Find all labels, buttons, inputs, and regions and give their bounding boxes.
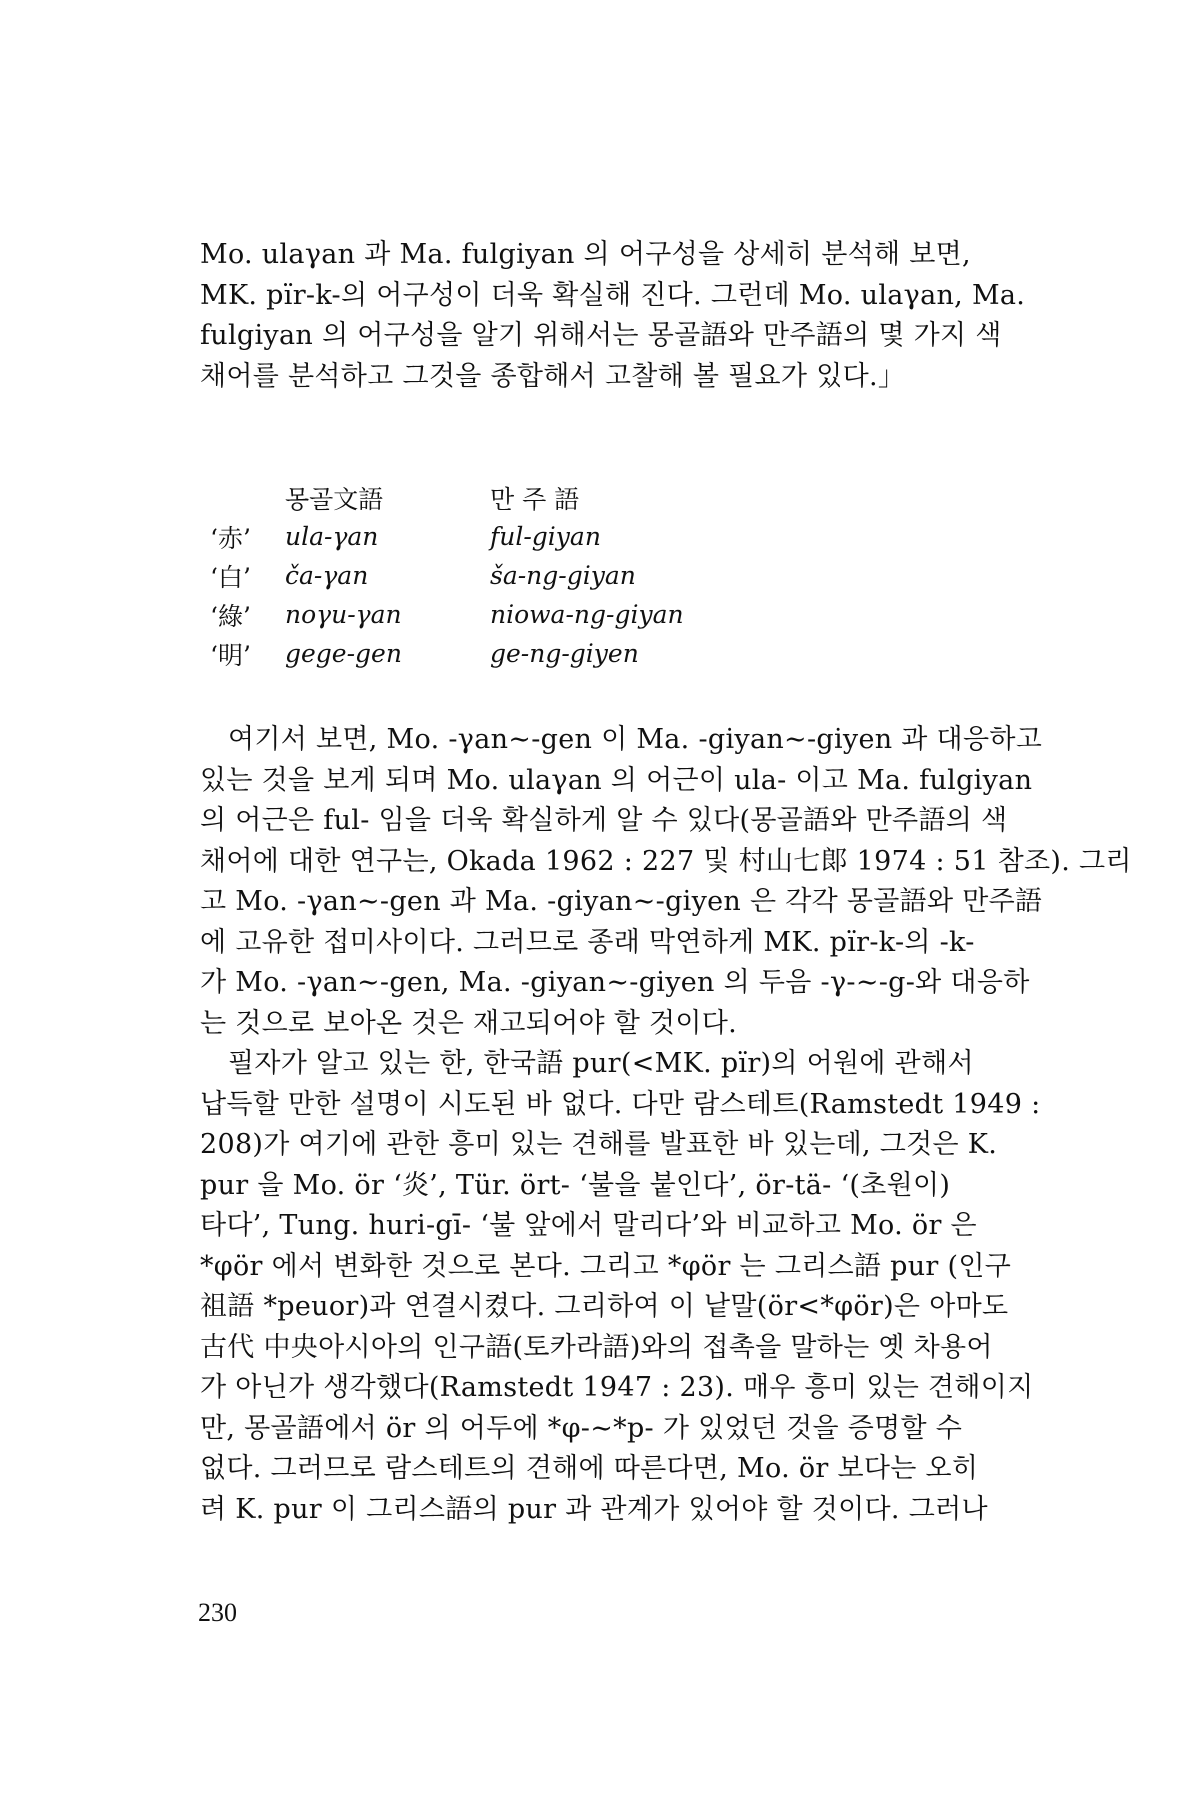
page-number: 230: [198, 1598, 237, 1627]
paragraph-1: [200, 235, 1026, 397]
text-line: 가 아닌가 생각했다(Ramstedt 1947 : 23). 매우 흥미 있는 견해이지: [200, 1372, 1034, 1403]
text-line: 고 Mo. -γan∼-gen 과 Ma. -giyan∼-giyen 은 각각 몽골語와 만주語: [200, 886, 1043, 917]
text-line: 납득할 만한 설명이 시도된 바 없다. 다만 람스테트(Ramstedt 1949 :: [200, 1088, 1041, 1120]
text-line: 필자가 알고 있는 한, 한국語 pur(<MK. pïr)의 어원에 관해서: [228, 1048, 974, 1079]
text-line: 채어를 분석하고 그것을 종합해서 고찰해 볼 필요가 있다.」: [200, 360, 906, 392]
table-cell: ‘白’: [210, 562, 251, 592]
table-cell: ula-γan: [285, 522, 379, 551]
text-line: 려 K. pur 이 그리스語의 pur 과 관계가 있어야 할 것이다. 그러나: [200, 1493, 988, 1525]
table-header-cell: 몽골文語: [285, 484, 384, 514]
table-cell: ‘赤’: [210, 523, 251, 553]
text-line: 祖語 *peuor)과 연결시켰다. 그리하여 이 낱말(ör<*φör)은 아마도: [200, 1291, 1009, 1322]
table-cell: ša-ng-giyan: [490, 561, 636, 590]
table-cell: ‘明’: [210, 640, 251, 670]
table-cell: ‘綠’: [210, 601, 251, 631]
text-line: 만, 몽골語에서 ör 의 어두에 *φ-∼*p- 가 있었던 것을 증명할 수: [200, 1412, 963, 1444]
text-line: 古代 中央아시아의 인구語(토카라語)와의 접촉을 말하는 옛 차용어: [200, 1331, 993, 1363]
text-line: 에 고유한 접미사이다. 그러므로 종래 막연하게 MK. pïr-k-의 -k-: [200, 926, 975, 958]
text-line: pur 을 Mo. ör ‘炎’, Tür. ört- ‘불을 붙인다’, ör-tä- ‘(초원이): [200, 1169, 951, 1201]
text-line: 있는 것을 보게 되며 Mo. ulaγan 의 어근이 ula- 이고 Ma. fulgiyan: [200, 764, 1033, 796]
text-line: MK. pïr-k-의 어구성이 더욱 확실해 진다. 그런데 Mo. ulaγan, Ma.: [200, 279, 1026, 311]
text-line: 가 Mo. -γan∼-gen, Ma. -giyan∼-giyen 의 두음 -γ-∼-g-와 대응하: [200, 967, 1030, 998]
text-line: 채어에 대한 연구는, Okada 1962 : 227 및 村山七郞 1974 : 51 참조). 그리: [200, 845, 1132, 877]
table-header-row: [210, 478, 810, 517]
paragraph-3: [200, 1044, 1041, 1530]
text-line: fulgiyan 의 어구성을 알기 위해서는 몽골語와 만주語의 몇 가지 색: [200, 320, 1002, 351]
table-cell: ful-giyan: [490, 522, 601, 551]
text-line: 의 어근은 ful- 임을 더욱 확실하게 알 수 있다(몽골語와 만주語의 색: [200, 805, 1008, 836]
text-line: 는 것으로 보아온 것은 재고되어야 할 것이다.: [200, 1007, 738, 1039]
table-cell: ge-ng-giyen: [490, 639, 639, 668]
table-row: [210, 517, 810, 556]
table-cell: noγu-γan: [285, 600, 402, 629]
text-line: 208)가 여기에 관한 흥미 있는 견해를 발표한 바 있는데, 그것은 K.: [200, 1129, 998, 1160]
table-header-cell: 만 주 語: [490, 484, 580, 514]
table-cell: niowa-ng-giyan: [490, 600, 684, 629]
table-cell: gege-gen: [285, 639, 402, 668]
table-row: [210, 556, 810, 595]
text-line: 타다’, Tung. huri-gī- ‘불 앞에서 말리다’와 비교하고 Mo. ör 은: [200, 1210, 977, 1241]
text-line: 여기서 보면, Mo. -γan∼-gen 이 Ma. -giyan∼-giyen 과 대응하고: [228, 724, 1043, 755]
table-row: [210, 595, 810, 634]
color-word-table: [210, 478, 810, 673]
text-line: *φör 에서 변화한 것으로 본다. 그리고 *φör 는 그리스語 pur (인구: [200, 1250, 1012, 1282]
table-cell: ča-γan: [285, 561, 369, 590]
text-line: Mo. ulaγan 과 Ma. fulgiyan 의 어구성을 상세히 분석해 보면,: [200, 239, 971, 270]
paragraph-2: [200, 720, 1132, 1044]
text-line: 없다. 그러므로 람스테트의 견해에 따른다면, Mo. ör 보다는 오히: [200, 1453, 979, 1484]
table-row: [210, 634, 810, 673]
